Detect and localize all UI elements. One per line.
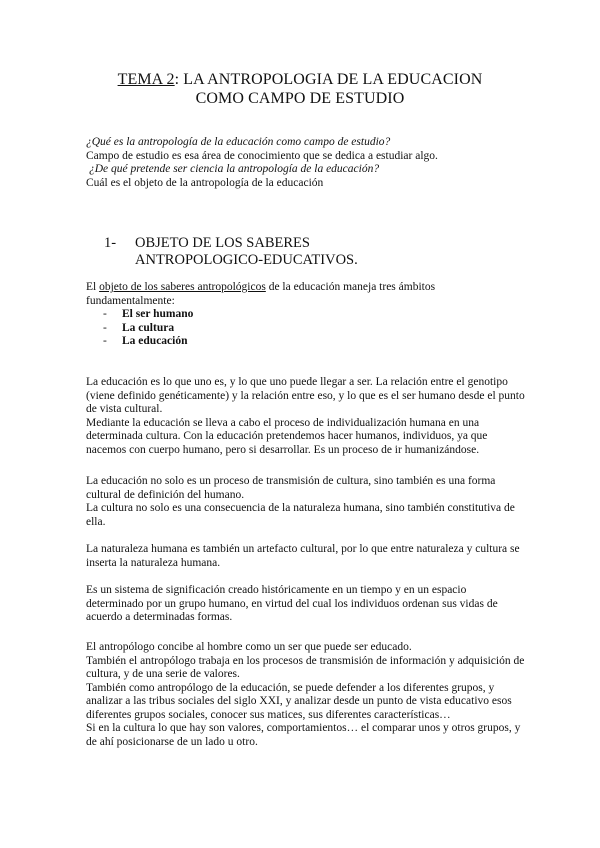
list-item-label: El ser humano bbox=[122, 308, 194, 320]
list-item-label: La educación bbox=[122, 335, 188, 347]
ambitos-pre: El bbox=[86, 281, 100, 293]
section-title: OBJETO DE LOS SABERES ANTROPOLOGICO-EDUCATIVOS. bbox=[135, 235, 358, 268]
paragraph: También el antropólogo trabaja en los procesos de transmisión de información y adquisición de cultura, y de una serie de valores. bbox=[86, 654, 525, 680]
paragraph-group-5 bbox=[86, 641, 526, 749]
answer-2: Cuál es el objeto de la antropología de la educación bbox=[86, 176, 324, 189]
ambitos-intro bbox=[86, 281, 526, 308]
list-dash: - bbox=[103, 335, 107, 347]
ambitos-post: de la educación maneja tres ámbitos fundamentalmente: bbox=[86, 281, 436, 307]
paragraph-group-1 bbox=[86, 376, 526, 457]
section-1-heading bbox=[104, 235, 435, 269]
title-line-1-text: : LA ANTROPOLOGIA DE LA EDUCACION bbox=[174, 71, 483, 88]
title-line-1 bbox=[60, 70, 540, 89]
list-item bbox=[86, 335, 526, 349]
question-1: ¿Qué es la antropología de la educación como campo de estudio? bbox=[86, 136, 391, 148]
document-title bbox=[60, 70, 540, 108]
intro-block bbox=[86, 136, 438, 190]
answer-1: Campo de estudio es esa área de conocimiento que se dedica a estudiar algo. bbox=[86, 149, 438, 162]
paragraph: La cultura no solo es una consecuencia de la naturaleza humana, sino también constitutiva de ella. bbox=[86, 502, 515, 528]
ambitos-block bbox=[86, 281, 526, 349]
section-number: 1- bbox=[104, 235, 117, 251]
paragraph-group-4 bbox=[86, 584, 526, 625]
ambitos-list bbox=[86, 308, 526, 349]
paragraph: Es un sistema de significación creado históricamente en un tiempo y en un espacio determinado por un grupo humano, en virtud del cual los individuos ordenan sus vidas de acuerdo a determinadas formas. bbox=[86, 584, 498, 623]
paragraph: También como antropólogo de la educación, se puede defender a los diferentes grupos, y analizar a las tribus sociales del siglo XXI, y analizar desde un punto de vista educativo esos diferentes grupos sociales, conocer sus matices, sus diferentes características… bbox=[86, 681, 512, 721]
paragraph: La naturaleza humana es también un artefacto cultural, por lo que entre naturaleza y cultura se inserta la naturaleza humana. bbox=[86, 543, 520, 569]
question-2: ¿De qué pretende ser ciencia la antropología de la educación? bbox=[89, 163, 380, 175]
paragraph: Mediante la educación se lleva a cabo el proceso de individualización humana en una determinada cultura. Con la educación pretendemos hacer humanos, individuos, ya que nacemos con cuerpo humano, pero si desarrollar. Es un proceso de ir humanizándose. bbox=[86, 416, 488, 456]
list-item bbox=[86, 322, 526, 336]
paragraph-group-2 bbox=[86, 475, 526, 529]
paragraph: La educación es lo que uno es, y lo que uno puede llegar a ser. La relación entre el genotipo (viene definido genéticamente) y la relación entre eso, y lo que es el ser humano desde el punto de vista cultural. bbox=[86, 376, 525, 415]
paragraph: La educación no solo es un proceso de transmisión de cultura, sino también es una forma cultural de definición del humano. bbox=[86, 475, 496, 501]
list-item bbox=[86, 308, 526, 322]
ambitos-underlined: objeto de los saberes antropológicos bbox=[99, 281, 266, 293]
paragraph: Si en la cultura lo que hay son valores, comportamientos… el comparar unos y otros grupos, y de ahí posicionarse de un lado u otro. bbox=[86, 722, 521, 748]
paragraph: El antropólogo concibe al hombre como un ser que puede ser educado. bbox=[86, 641, 412, 653]
list-dash: - bbox=[103, 308, 107, 320]
list-item-label: La cultura bbox=[122, 321, 175, 334]
title-line-2: COMO CAMPO DE ESTUDIO bbox=[195, 90, 405, 107]
paragraph-group-3 bbox=[86, 543, 526, 570]
tema-label: TEMA 2 bbox=[117, 71, 175, 88]
list-dash: - bbox=[103, 321, 107, 334]
